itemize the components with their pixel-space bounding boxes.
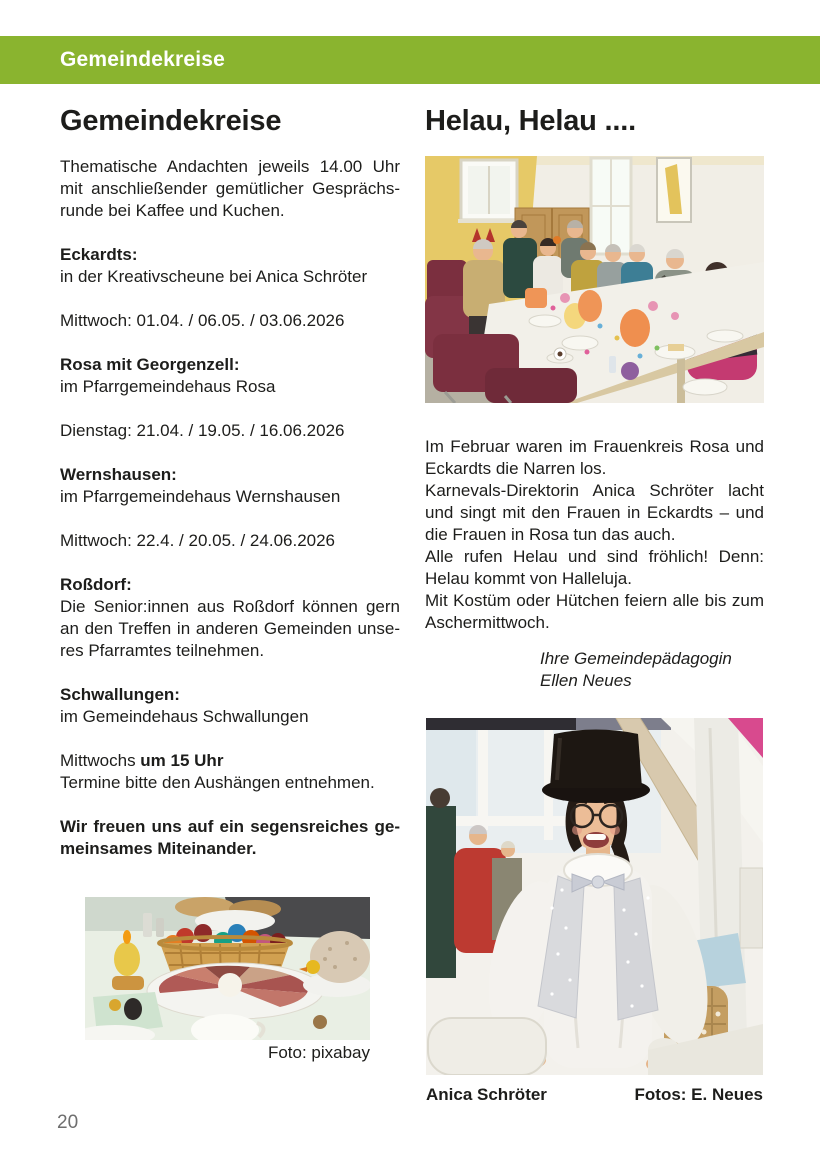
easter-table-photo xyxy=(85,897,370,1063)
carnival-table-photo xyxy=(425,156,764,403)
photo-captions xyxy=(426,1085,763,1105)
section-heading: Wernshausen: xyxy=(60,465,177,484)
header-bar-title: Gemeindekreise xyxy=(60,48,226,71)
right-column-title: Helau, Helau .... xyxy=(425,105,636,137)
page-number: 20 xyxy=(57,1112,79,1133)
paragraph: Im Februar waren im Frauenkreis Rosa und Eckardts die Narren los. xyxy=(425,437,764,478)
anica-costume-photo-art xyxy=(426,718,763,1075)
section-heading: Rosa mit Georgenzell: xyxy=(60,355,240,374)
section-location: in der Kreativscheune bei Anica Schröter xyxy=(60,267,368,286)
section-heading: Eckardts: xyxy=(60,245,138,264)
paragraph: Mit Kostüm oder Hütchen feiern alle bis zum Aschermittwoch. xyxy=(425,591,764,632)
meeting-time-note: Termine bitte den Aushängen entnehmen. xyxy=(60,773,375,792)
section-dates: Mittwoch: 22.4. / 20.05. / 24.06.2026 xyxy=(60,531,336,550)
anica-costume-photo xyxy=(426,718,763,1075)
section-location: im Pfarrgemeindehaus Rosa xyxy=(60,377,276,396)
section-heading: Schwallungen: xyxy=(60,685,180,704)
section-eckardts xyxy=(60,244,400,288)
section-schwallungen xyxy=(60,684,400,728)
section-location: im Gemeindehaus Schwallungen xyxy=(60,707,309,726)
closing-paragraph: Wir freuen uns auf ein segensreiches ge- meinsames Miteinander. xyxy=(60,817,400,858)
left-column xyxy=(60,156,400,882)
section-heading: Roßdorf: xyxy=(60,575,132,594)
right-column-text xyxy=(425,436,764,692)
section-location: im Pfarrgemeindehaus Wernshausen xyxy=(60,487,341,506)
paragraph: Alle rufen Helau und sind fröhlich! Denn: Helau kommt von Halleluja. xyxy=(425,547,764,588)
carnival-table-photo-art xyxy=(425,156,764,403)
section-rossdorf xyxy=(60,574,400,662)
header-bar xyxy=(0,36,820,84)
section-wernshausen xyxy=(60,464,400,508)
photo-credit: Foto: pixabay xyxy=(267,1043,370,1062)
signature: Ihre Gemeindepädagogin Ellen Neues xyxy=(540,649,732,690)
photo-caption-credit: Fotos: E. Neues xyxy=(634,1085,763,1104)
section-dates: Mittwoch: 01.04. / 06.05. / 03.06.2026 xyxy=(60,311,345,330)
intro-paragraph: Thematische Andachten jeweils 14.00 Uhr mit anschließender gemütlicher Gesprächs- runde bei Kaffee und Kuchen. xyxy=(60,157,400,220)
meeting-time-bold: um 15 Uhr xyxy=(140,751,224,770)
paragraph: Karnevals-Direktorin Anica Schröter lacht und singt mit den Frauen in Eckardts – und die Frauen in Rosa tun das auch. xyxy=(425,481,764,544)
left-column-title: Gemeindekreise xyxy=(60,105,282,137)
meeting-time-line xyxy=(60,750,400,772)
meeting-time-block xyxy=(60,750,400,794)
section-dates: Dienstag: 21.04. / 19.05. / 16.06.2026 xyxy=(60,421,345,440)
meeting-time-prefix: Mittwochs xyxy=(60,751,141,770)
section-rosa xyxy=(60,354,400,398)
easter-table-photo-art xyxy=(85,897,370,1040)
photo-caption-name: Anica Schröter xyxy=(426,1085,547,1104)
rossdorf-text: Die Senior:innen aus Roßdorf können gern an den Treffen in anderen Gemeinden unse- res Pfarramtes teilnehmen. xyxy=(60,597,400,660)
